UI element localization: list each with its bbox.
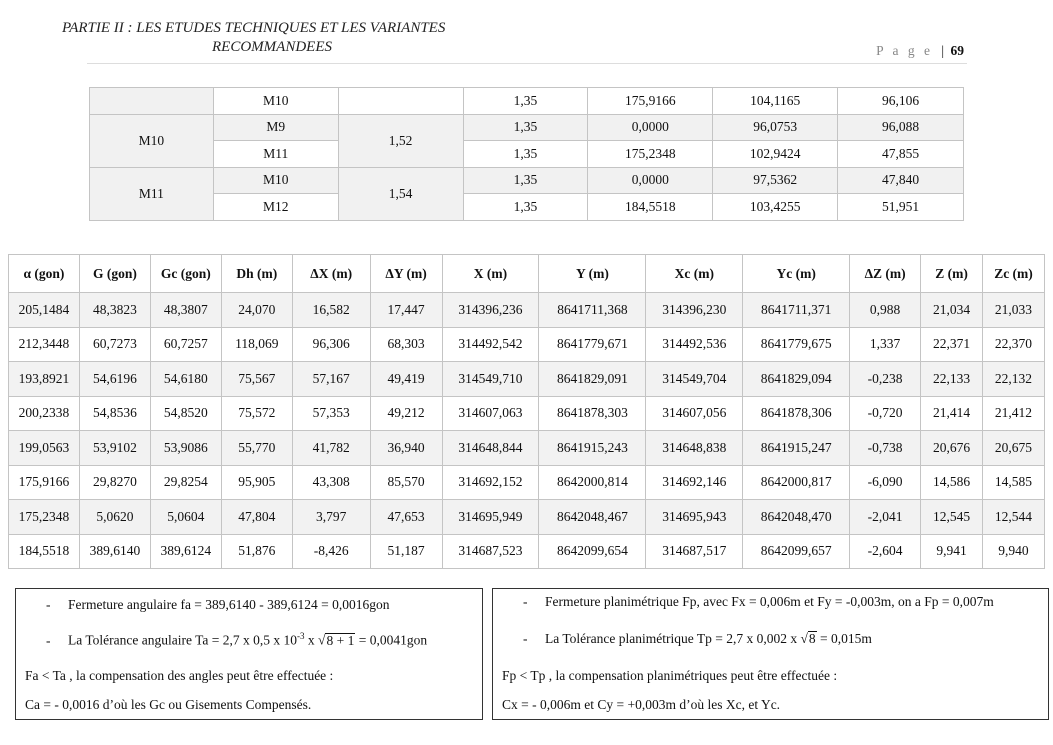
table-cell: 57,167	[292, 362, 370, 397]
table-cell: 51,951	[838, 194, 964, 221]
table-cell: 314549,710	[442, 362, 539, 397]
table-cell: 14,585	[982, 465, 1044, 500]
planimetric-tolerance-text: La Tolérance planimétrique Tp = 2,7 x 0,002 x	[545, 631, 801, 646]
table-cell: 175,2348	[588, 141, 713, 168]
table-cell: 3,797	[292, 500, 370, 535]
table-cell: 5,0620	[79, 500, 150, 535]
table-row	[90, 114, 964, 141]
table-cell: -2,041	[850, 500, 921, 535]
table-cell: -2,604	[850, 534, 921, 569]
table-cell: 47,840	[838, 167, 964, 194]
table-cell: 8641915,243	[539, 431, 646, 466]
header-divider	[87, 63, 967, 64]
sqrt-radicand: 8	[808, 631, 816, 646]
table-cell: -8,426	[292, 534, 370, 569]
table-cell: 22,370	[982, 327, 1044, 362]
table-cell: 48,3807	[150, 293, 221, 328]
table-cell: 14,586	[921, 465, 983, 500]
table-cell: 314396,230	[646, 293, 743, 328]
bullet: -	[46, 597, 51, 612]
table-cell: 314648,844	[442, 431, 539, 466]
table-cell: 8642000,817	[743, 465, 850, 500]
table-cell: 8641915,247	[743, 431, 850, 466]
table-cell: 314687,517	[646, 534, 743, 569]
table-cell: 314695,949	[442, 500, 539, 535]
table-row	[90, 167, 964, 194]
table-cell: 314648,838	[646, 431, 743, 466]
angular-comparison-line: Fa < Ta , la compensation des angles peut être effectuée :	[25, 668, 334, 683]
table-cell: 175,9166	[588, 88, 713, 115]
table-cell: M11	[90, 167, 214, 220]
table-cell: 314492,542	[442, 327, 539, 362]
table-cell: 193,8921	[9, 362, 80, 397]
table-cell: 12,545	[921, 500, 983, 535]
table-cell: 96,088	[838, 114, 964, 141]
exponent: -3	[297, 631, 305, 641]
table-cell: 97,5362	[713, 167, 838, 194]
table-cell: 175,2348	[9, 500, 80, 535]
column-header: ΔZ (m)	[850, 255, 921, 293]
table-cell	[338, 88, 463, 115]
table-cell: 212,3448	[9, 327, 80, 362]
table-cell: 60,7273	[79, 327, 150, 362]
table-cell: M10	[213, 167, 338, 194]
table-cell: 184,5518	[588, 194, 713, 221]
planimetric-tolerance-result: = 0,015m	[816, 631, 872, 646]
table-cell: 60,7257	[150, 327, 221, 362]
table-row	[9, 362, 1045, 397]
table-cell: -0,238	[850, 362, 921, 397]
table-cell: 1,337	[850, 327, 921, 362]
table-cell: 8641878,306	[743, 396, 850, 431]
table-row	[9, 431, 1045, 466]
table-cell: 68,303	[370, 327, 442, 362]
table-cell: -0,720	[850, 396, 921, 431]
table-cell: 8642048,470	[743, 500, 850, 535]
table-cell: 200,2338	[9, 396, 80, 431]
table-cell: 75,572	[221, 396, 292, 431]
table-cell: M12	[213, 194, 338, 221]
table-cell: 48,3823	[79, 293, 150, 328]
table-cell: 205,1484	[9, 293, 80, 328]
table-cell: 8641711,371	[743, 293, 850, 328]
planimetric-compensation-line: Cx = - 0,006m et Cy = +0,003m d’où les Xc, et Yc.	[502, 697, 781, 712]
column-header: Z (m)	[921, 255, 983, 293]
table-cell: 314692,152	[442, 465, 539, 500]
table-cell: 95,905	[221, 465, 292, 500]
angular-closure-text: Fermeture angulaire fa = 389,6140 - 389,6124 = 0,0016gon	[68, 597, 390, 612]
table-cell: 9,941	[921, 534, 983, 569]
table-cell: 36,940	[370, 431, 442, 466]
column-header: α (gon)	[9, 255, 80, 293]
planimetric-closure-line	[523, 594, 994, 610]
table-cell	[90, 88, 214, 115]
table-cell: 21,412	[982, 396, 1044, 431]
table-cell: 8641779,675	[743, 327, 850, 362]
table-cell: 0,988	[850, 293, 921, 328]
table-cell: 8641711,368	[539, 293, 646, 328]
table-cell: M10	[90, 114, 214, 167]
planimetric-tolerance-line: - La Tolérance planimétrique Tp = 2,7 x 0,002 x √8 = 0,015m	[523, 631, 872, 646]
table-cell: 314687,523	[442, 534, 539, 569]
bullet: -	[523, 594, 528, 609]
table-cell: 22,132	[982, 362, 1044, 397]
table-cell: 314607,063	[442, 396, 539, 431]
table-cell: 389,6140	[79, 534, 150, 569]
table-cell: 20,675	[982, 431, 1044, 466]
planimetric-closure-box	[492, 588, 1049, 720]
table-cell: 8642099,654	[539, 534, 646, 569]
table-header-row	[9, 255, 1045, 293]
angular-closure-line	[46, 597, 390, 613]
header-title-line1: PARTIE II : LES ETUDES TECHNIQUES ET LES VARIANTES	[62, 20, 446, 36]
angular-closure-box	[15, 588, 483, 720]
table-row	[9, 293, 1045, 328]
table-cell: 314549,704	[646, 362, 743, 397]
table-row	[9, 465, 1045, 500]
table-cell: 12,544	[982, 500, 1044, 535]
angular-compensation-line: Ca = - 0,0016 d’où les Gc ou Gisements Compensés.	[25, 697, 312, 712]
table-cell: 103,4255	[713, 194, 838, 221]
table-cell: 43,308	[292, 465, 370, 500]
table-cell: 49,419	[370, 362, 442, 397]
table-cell: 8641829,094	[743, 362, 850, 397]
table-cell: 47,855	[838, 141, 964, 168]
table-cell: -0,738	[850, 431, 921, 466]
table-cell: 184,5518	[9, 534, 80, 569]
planimetric-comparison-line: Fp < Tp , la compensation planimétriques peut être effectuée :	[502, 668, 838, 683]
bullet: -	[523, 631, 528, 646]
table-cell: 85,570	[370, 465, 442, 500]
angular-tolerance-result: = 0,0041gon	[355, 632, 428, 648]
table-cell: 1,52	[338, 114, 463, 167]
header-title-line2: RECOMMANDEES	[212, 39, 332, 55]
table-cell: 1,54	[338, 167, 463, 220]
table-row	[9, 534, 1045, 569]
table-cell: 20,676	[921, 431, 983, 466]
table-cell: 54,6180	[150, 362, 221, 397]
table-cell: 21,033	[982, 293, 1044, 328]
planimetric-closure-text: Fermeture planimétrique Fp, avec Fx = 0,006m et Fy = -0,003m, on a Fp = 0,007m	[545, 594, 994, 609]
table-cell: 0,0000	[588, 114, 713, 141]
table-cell: 53,9102	[79, 431, 150, 466]
table-cell: 104,1165	[713, 88, 838, 115]
table-cell: M9	[213, 114, 338, 141]
angular-tolerance-text: La Tolérance angulaire Ta = 2,7 x 0,5 x 10	[68, 632, 298, 648]
column-header: Xc (m)	[646, 255, 743, 293]
column-header: Yc (m)	[743, 255, 850, 293]
table-cell: 96,306	[292, 327, 370, 362]
table-cell: -6,090	[850, 465, 921, 500]
table-cell: 24,070	[221, 293, 292, 328]
table-cell: 314692,146	[646, 465, 743, 500]
table-cell: 21,034	[921, 293, 983, 328]
table-cell: 1,35	[463, 88, 588, 115]
page-label: P a g e	[876, 43, 934, 58]
table-cell: 22,133	[921, 362, 983, 397]
table-cell: 314396,236	[442, 293, 539, 328]
station-table	[89, 87, 964, 221]
column-header: Dh (m)	[221, 255, 292, 293]
angular-tolerance-line: - La Tolérance angulaire Ta = 2,7 x 0,5 x $10^{-3}$ x √8 + 1 = 0,0041gon	[46, 631, 428, 648]
table-cell: 8642000,814	[539, 465, 646, 500]
table-row	[90, 194, 964, 221]
page-number-value: 69	[950, 43, 964, 58]
table-cell: 0,0000	[588, 167, 713, 194]
table-cell: 49,212	[370, 396, 442, 431]
table-cell: 102,9424	[713, 141, 838, 168]
table-cell: 57,353	[292, 396, 370, 431]
bullet: -	[46, 632, 51, 648]
page-separator: |	[941, 43, 945, 58]
table-cell: 8642048,467	[539, 500, 646, 535]
table-cell: 21,414	[921, 396, 983, 431]
table-row	[90, 141, 964, 168]
angular-tolerance-mid: x	[304, 632, 319, 648]
table-cell: 17,447	[370, 293, 442, 328]
table-cell: 1,35	[463, 141, 588, 168]
column-header: ΔY (m)	[370, 255, 442, 293]
table-cell: 54,8520	[150, 396, 221, 431]
table-cell: 96,0753	[713, 114, 838, 141]
table-cell: 118,069	[221, 327, 292, 362]
table-cell: 1,35	[463, 114, 588, 141]
table-cell: 199,0563	[9, 431, 80, 466]
sqrt-radicand: 8 + 1	[326, 632, 355, 648]
table-cell: 41,782	[292, 431, 370, 466]
table-cell: 1,35	[463, 167, 588, 194]
table-cell: 75,567	[221, 362, 292, 397]
table-cell: 8641878,303	[539, 396, 646, 431]
table-cell: 51,876	[221, 534, 292, 569]
table-cell: 8641829,091	[539, 362, 646, 397]
table-row	[9, 327, 1045, 362]
table-cell: M10	[213, 88, 338, 115]
table-cell: 53,9086	[150, 431, 221, 466]
table-cell: 389,6124	[150, 534, 221, 569]
table-row	[90, 88, 964, 115]
table-cell: 54,6196	[79, 362, 150, 397]
table-cell: 175,9166	[9, 465, 80, 500]
traverse-computation-table	[8, 254, 1045, 569]
table-cell: 96,106	[838, 88, 964, 115]
column-header: ΔX (m)	[292, 255, 370, 293]
table-cell: 55,770	[221, 431, 292, 466]
column-header: Zc (m)	[982, 255, 1044, 293]
table-cell: M11	[213, 141, 338, 168]
table-row	[9, 500, 1045, 535]
table-cell: 8641779,671	[539, 327, 646, 362]
page-header-title	[62, 19, 502, 57]
column-header: Y (m)	[539, 255, 646, 293]
column-header: X (m)	[442, 255, 539, 293]
table-cell: 9,940	[982, 534, 1044, 569]
column-header: G (gon)	[79, 255, 150, 293]
table-cell: 5,0604	[150, 500, 221, 535]
table-cell: 314607,056	[646, 396, 743, 431]
table-cell: 314695,943	[646, 500, 743, 535]
table-cell: 16,582	[292, 293, 370, 328]
table-cell: 51,187	[370, 534, 442, 569]
table-cell: 1,35	[463, 194, 588, 221]
table-cell: 29,8254	[150, 465, 221, 500]
table-cell: 29,8270	[79, 465, 150, 500]
table-cell: 22,371	[921, 327, 983, 362]
table-row	[9, 396, 1045, 431]
page-number	[876, 43, 964, 59]
table-cell: 8642099,657	[743, 534, 850, 569]
column-header: Gc (gon)	[150, 255, 221, 293]
table-cell: 47,653	[370, 500, 442, 535]
table-cell: 47,804	[221, 500, 292, 535]
table-cell: 54,8536	[79, 396, 150, 431]
table-cell: 314492,536	[646, 327, 743, 362]
